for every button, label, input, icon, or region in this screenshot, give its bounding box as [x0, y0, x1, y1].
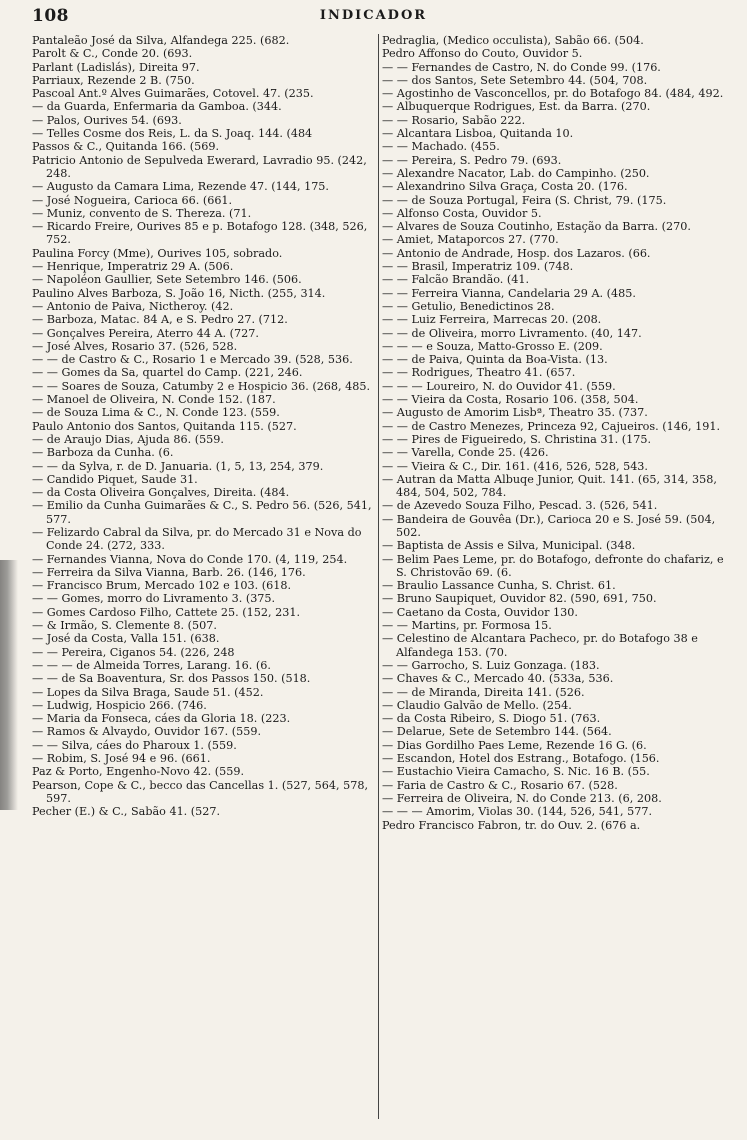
directory-entry: — Bruno Saupiquet, Ouvidor 82. (590, 691, 750.	[382, 592, 657, 606]
directory-entry: — — — Loureiro, N. do Ouvidor 41. (559.	[382, 379, 616, 393]
directory-entry: — — Pires de Figueiredo, S. Christina 31. (175.	[382, 432, 652, 446]
directory-entry: — — Varella, Conde 25. (426.	[382, 446, 549, 460]
directory-entry: — Ferreira da Silva Vianna, Barb. 26. (146, 176.	[32, 565, 306, 579]
directory-entry: — da Costa Oliveira Gonçalves, Direita. (484.	[32, 486, 290, 500]
directory-entry: — — da Sylva, r. de D. Januaria. (1, 5, 13, 254, 379.	[32, 459, 324, 473]
directory-entry: — — Soares de Souza, Catumby 2 e Hospicio 36. (268, 485.	[32, 379, 371, 393]
directory-entry: — Eustachio Vieira Camacho, S. Nic. 16 B. (55.	[382, 765, 650, 779]
directory-entry: — — Martins, pr. Formosa 15.	[382, 619, 552, 633]
directory-entry: — Ludwig, Hospicio 266. (746.	[32, 698, 207, 712]
directory-entry: — — Machado. (455.	[382, 140, 500, 154]
directory-entry: Pearson, Cope & C., becco das Cancellas 1. (527, 564, 578, 597.	[32, 778, 369, 805]
directory-entry: — — de Paiva, Quinta da Boa-Vista. (13.	[382, 353, 608, 367]
directory-entry: — — de Miranda, Direita 141. (526.	[382, 685, 585, 699]
directory-entry: — Claudio Galvão de Mello. (254.	[382, 698, 572, 712]
directory-entry: — Emilio da Cunha Guimarães & C., S. Pedro 56. (526, 541, 577.	[32, 499, 372, 526]
directory-entry: — — Garrocho, S. Luiz Gonzaga. (183.	[382, 658, 600, 672]
directory-entry: Paulino Alves Barboza, S. João 16, Nicth. (255, 314.	[32, 286, 326, 300]
directory-entry: — Ferreira de Oliveira, N. do Conde 213. (6, 208.	[382, 791, 662, 805]
directory-entry: — Faria de Castro & C., Rosario 67. (528.	[382, 778, 618, 792]
directory-entry: — Braulio Lassance Cunha, S. Christ. 61.	[382, 579, 616, 593]
running-title: INDICADOR	[319, 8, 428, 23]
directory-entry: — — Pereira, S. Pedro 79. (693.	[382, 153, 562, 167]
directory-entry: — Dias Gordilho Paes Leme, Rezende 16 G. (6.	[382, 738, 647, 752]
directory-entry: — Antonio de Paiva, Nictheroy. (42.	[32, 299, 234, 313]
directory-entry: — Chaves & C., Mercado 40. (533a, 536.	[382, 672, 614, 686]
directory-entry: — de Azevedo Souza Filho, Pescad. 3. (526, 541.	[382, 499, 658, 513]
directory-entry: — Alfonso Costa, Ouvidor 5.	[382, 206, 542, 220]
directory-entry: — — — Amorim, Violas 30. (144, 526, 541, 577.	[382, 805, 653, 819]
directory-entry: — — de Castro Menezes, Princeza 92, Cajueiros. (146, 191.	[382, 419, 720, 433]
directory-entry: Pantaleão José da Silva, Alfandega 225. (682.	[32, 34, 290, 47]
directory-entry: — & Irmão, S. Clemente 8. (507.	[32, 619, 217, 633]
directory-entry: — Lopes da Silva Braga, Saude 51. (452.	[32, 685, 264, 699]
directory-entry: — — de Sa Boaventura, Sr. dos Passos 150. (518.	[32, 672, 311, 686]
directory-entry: — Autran da Matta Albuqe Junior, Quit. 141. (65, 314, 358, 484, 504, 502, 784.	[382, 472, 717, 500]
directory-entry: Passos & C., Quitanda 166. (569.	[32, 140, 220, 154]
directory-entry: — Robim, S. José 94 e 96. (661.	[32, 752, 211, 766]
directory-entry: — Escandon, Hotel dos Estrang., Botafogo. (156.	[382, 752, 660, 766]
directory-entry: — Napoléon Gaullier, Sete Setembro 146. (506.	[32, 273, 302, 287]
directory-entry: — — Silva, cáes do Pharoux 1. (559.	[32, 738, 237, 752]
directory-entry: Pascoal Ant.º Alves Guimarães, Cotovel. 47. (235.	[32, 87, 314, 101]
directory-entry: — Augusto de Amorim Lisbª, Theatro 35. (737.	[382, 406, 648, 420]
directory-entry: — Alvares de Souza Coutinho, Estação da Barra. (270.	[382, 220, 691, 234]
page-number: 108	[32, 6, 69, 26]
directory-entry: — Caetano da Costa, Ouvidor 130.	[382, 605, 578, 619]
directory-entry: — — Getulio, Benedictinos 28.	[382, 299, 555, 313]
directory-entry: — Augusto da Camara Lima, Rezende 47. (144, 175.	[32, 180, 329, 194]
directory-entry: — Candido Piquet, Saude 31.	[32, 472, 198, 486]
directory-entry: — — Rodrigues, Theatro 41. (657.	[382, 366, 576, 380]
directory-entry: Parriaux, Rezende 2 B. (750.	[32, 73, 195, 87]
directory-entry: — Ramos & Alvaydo, Ouvidor 167. (559.	[32, 725, 262, 739]
directory-entry: — Felizardo Cabral da Silva, pr. do Mercado 31 e Nova do Conde 24. (272, 333.	[32, 525, 362, 553]
directory-entry: — Palos, Ourives 54. (693.	[32, 113, 182, 127]
directory-entry: — de Araujo Dias, Ajuda 86. (559.	[32, 432, 224, 446]
left-column	[32, 34, 374, 819]
directory-entry: — — Luiz Ferreira, Marrecas 20. (208.	[382, 313, 602, 327]
directory-entry: — — — e Souza, Matto-Grosso E. (209.	[382, 339, 603, 353]
directory-entry: — Antonio de Andrade, Hosp. dos Lazaros. (66.	[382, 246, 651, 260]
directory-entry: Pedro Francisco Fabron, tr. do Ouv. 2. (676 a.	[382, 818, 641, 832]
right-column	[382, 34, 724, 832]
directory-entry: — Manoel de Oliveira, N. Conde 152. (187.	[32, 393, 276, 407]
directory-entry: — — Rosario, Sabão 222.	[382, 113, 526, 127]
directory-entry: Parlant (Ladislás), Direita 97.	[32, 60, 200, 74]
directory-entry: — — Falcão Brandão. (41.	[382, 273, 530, 287]
directory-entry: — — Fernandes de Castro, N. do Conde 99. (176.	[382, 60, 661, 74]
directory-entry: — Belim Paes Leme, pr. do Botafogo, defronte do chafariz, e S. Christovão 69. (6.	[382, 552, 724, 579]
directory-entry: — — Pereira, Ciganos 54. (226, 248	[32, 645, 235, 659]
directory-entry: — — Ferreira Vianna, Candelaria 29 A. (485.	[382, 286, 636, 300]
directory-entry: — José da Costa, Valla 151. (638.	[32, 632, 220, 646]
directory-entry: — José Nogueira, Carioca 66. (661.	[32, 193, 233, 207]
directory-entry: — Delarue, Sete de Setembro 144. (564.	[382, 725, 612, 739]
directory-entry: — — Gomes, morro do Livramento 3. (375.	[32, 592, 276, 606]
directory-entry: — Gonçalves Pereira, Aterro 44 A. (727.	[32, 326, 259, 340]
directory-entry: — Francisco Brum, Mercado 102 e 103. (618.	[32, 579, 292, 593]
directory-entry: Paulina Forcy (Mme), Ourives 105, sobrado.	[32, 246, 283, 260]
directory-entry: Paulo Antonio dos Santos, Quitanda 115. (527.	[32, 419, 297, 433]
directory-entry: — de Souza Lima & C., N. Conde 123. (559.	[32, 406, 280, 420]
directory-entry: — Celestino de Alcantara Pacheco, pr. do Botafogo 38 e Alfandega 153. (70.	[382, 632, 698, 659]
directory-entry: — da Guarda, Enfermaria da Gamboa. (344.	[32, 100, 282, 114]
directory-entry: — — dos Santos, Sete Setembro 44. (504, 708.	[382, 73, 648, 87]
directory-entry: — Agostinho de Vasconcellos, pr. do Botafogo 84. (484, 492.	[382, 87, 724, 101]
directory-entry: — — Vieira da Costa, Rosario 106. (358, 504.	[382, 393, 639, 407]
directory-entry: — — — de Almeida Torres, Larang. 16. (6.	[32, 658, 271, 672]
column-divider	[378, 34, 379, 1119]
directory-entry: — Telles Cosme dos Reis, L. da S. Joaq. 144. (484	[32, 127, 313, 141]
directory-entry: Pecher (E.) & C., Sabão 41. (527.	[32, 805, 221, 819]
directory-entry: — Barboza da Cunha. (6.	[32, 446, 174, 460]
directory-entry: Parolt & C., Conde 20. (693.	[32, 47, 193, 61]
directory-entry: — — de Castro & C., Rosario 1 e Mercado 39. (528, 536.	[32, 353, 353, 367]
directory-entry: Pedraglia, (Medico occulista), Sabão 66. (504.	[382, 34, 644, 47]
directory-columns	[32, 34, 740, 1134]
binding-shadow	[0, 560, 18, 810]
directory-entry: Patricio Antonio de Sepulveda Ewerard, Lavradio 95. (242, 248.	[32, 153, 367, 180]
directory-entry: — Henrique, Imperatriz 29 A. (506.	[32, 260, 234, 274]
directory-entry: — Alexandre Nacator, Lab. do Campinho. (250.	[382, 166, 650, 180]
directory-entry: — Alcantara Lisboa, Quitanda 10.	[382, 127, 574, 141]
directory-entry: — Muniz, convento de S. Thereza. (71.	[32, 206, 252, 220]
directory-entry: — — Vieira & C., Dir. 161. (416, 526, 528, 543.	[382, 459, 648, 473]
directory-entry: — Fernandes Vianna, Nova do Conde 170. (4, 119, 254.	[32, 552, 348, 566]
directory-entry: Paz & Porto, Engenho-Novo 42. (559.	[32, 765, 244, 779]
directory-entry: — Bandeira de Gouvêa (Dr.), Carioca 20 e S. José 59. (504, 502.	[382, 512, 716, 539]
directory-entry: — Alexandrino Silva Graça, Costa 20. (176.	[382, 180, 628, 194]
directory-entry: — — de Souza Portugal, Feira (S. Christ, 79. (175.	[382, 193, 667, 207]
directory-entry: — Amiet, Mataporcos 27. (770.	[382, 233, 559, 247]
directory-entry: — — Brasil, Imperatriz 109. (748.	[382, 260, 574, 274]
directory-entry: — José Alves, Rosario 37. (526, 528.	[32, 339, 238, 353]
directory-entry: — — Gomes da Sa, quartel do Camp. (221, 246.	[32, 366, 303, 380]
directory-entry: — Maria da Fonseca, cáes da Gloria 18. (223.	[32, 712, 291, 726]
directory-entry: — Barboza, Matac. 84 A, e S. Pedro 27. (712.	[32, 313, 288, 327]
directory-entry: — da Costa Ribeiro, S. Diogo 51. (763.	[382, 712, 601, 726]
directory-entry: — Baptista de Assis e Silva, Municipal. (348.	[382, 539, 636, 553]
directory-entry: — Gomes Cardoso Filho, Cattete 25. (152, 231.	[32, 605, 301, 619]
directory-entry: — Albuquerque Rodrigues, Est. da Barra. (270.	[382, 100, 651, 114]
directory-entry: — Ricardo Freire, Ourives 85 e p. Botafogo 128. (348, 526, 752.	[32, 220, 368, 247]
directory-entry: Pedro Affonso do Couto, Ouvidor 5.	[382, 47, 583, 61]
directory-entry: — — de Oliveira, morro Livramento. (40, 147.	[382, 326, 642, 340]
